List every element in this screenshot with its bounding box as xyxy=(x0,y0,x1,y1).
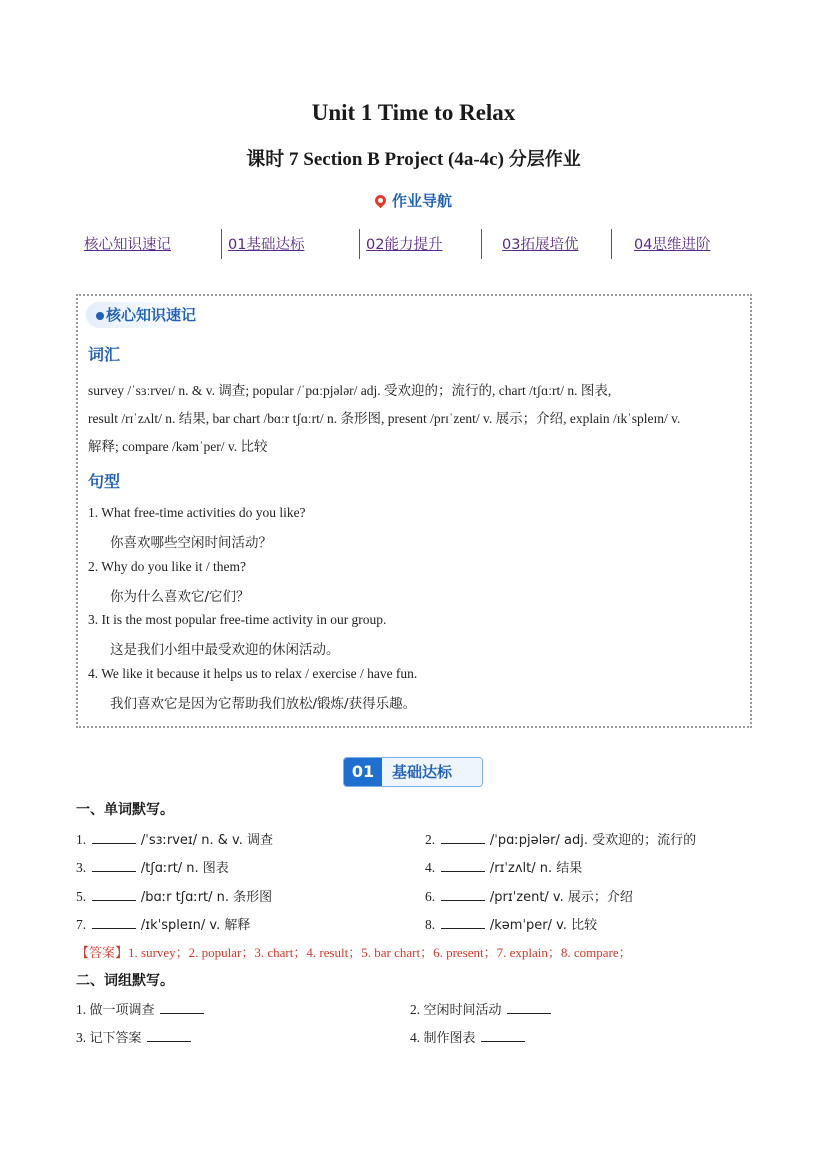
question-text: /ɪkˈspleɪn/ v. 解释 xyxy=(140,918,251,933)
vocab-line: result /rɪˈzʌlt/ n. 结果, bar chart /bɑːr tʃɑːrt/ n. 条形图, present /prɪˈzent/ v. 展示；介绍, explain /ɪkˈspleɪn/ v. xyxy=(88,411,681,426)
question-text: 空闲时间活动 xyxy=(423,1003,502,1018)
word-question xyxy=(76,829,273,848)
vocab-line: survey /ˈsɜːrveɪ/ n. & v. 调查; popular /ˈpɑːpjələr/ adj. 受欢迎的；流行的, chart /tʃɑːrt/ n. 图表, xyxy=(88,383,612,398)
subtitle-lesson: 课时 7 Section B Project (4a-4c) xyxy=(246,149,504,170)
question-text: /rɪˈzʌlt/ n. 结果 xyxy=(489,861,583,876)
question-number: 2. xyxy=(410,1002,421,1017)
question-number: 6. xyxy=(425,889,436,904)
badge-dot-icon xyxy=(96,312,104,320)
answer-blank[interactable] xyxy=(441,859,485,872)
section-label: 基础达标 xyxy=(392,763,453,781)
word-question xyxy=(76,914,250,933)
question-number: 1. xyxy=(76,832,87,847)
phrase-question xyxy=(410,1027,527,1046)
page-subtitle xyxy=(0,144,827,171)
question-number: 3. xyxy=(76,860,87,875)
part1-heading: 一、单词默写。 xyxy=(76,802,174,818)
question-text: /prɪˈzent/ v. 展示；介绍 xyxy=(489,890,633,905)
answer-key xyxy=(76,942,632,961)
nav-divider xyxy=(481,229,482,259)
subtitle-type: 分层作业 xyxy=(508,149,581,170)
sentence-en: 4. We like it because it helps us to relax / exercise / have fun. xyxy=(88,666,418,681)
word-question xyxy=(425,914,597,933)
question-text: /kəmˈper/ v. 比较 xyxy=(489,918,598,933)
answer-blank[interactable] xyxy=(441,916,485,929)
sentence-heading: 句型 xyxy=(88,472,121,491)
answer-blank[interactable] xyxy=(481,1029,525,1042)
answer-tag: 【答案】 xyxy=(76,946,129,961)
answer-text: 1. survey；2. popular；3. chart；4. result；5. bar chart；6. present；7. explain；8. compare； xyxy=(128,945,632,960)
answer-blank[interactable] xyxy=(160,1001,204,1014)
vocab-line: 解释; compare /kəmˈper/ v. 比较 xyxy=(88,439,268,454)
location-pin-icon xyxy=(373,193,389,209)
section-01-banner xyxy=(343,757,483,787)
phrase-question xyxy=(410,999,553,1018)
answer-blank[interactable] xyxy=(92,888,136,901)
answer-blank[interactable] xyxy=(441,831,485,844)
phrase-question xyxy=(76,999,206,1018)
core-knowledge-badge-label: 核心知识速记 xyxy=(106,306,197,324)
vocab-heading: 词汇 xyxy=(88,345,121,364)
sentence-en: 1. What free-time activities do you like? xyxy=(88,505,306,520)
question-text: /bɑːr tʃɑːrt/ n. 条形图 xyxy=(140,890,273,905)
question-number: 1. xyxy=(76,1002,87,1017)
sentence-cn: 你为什么喜欢它/它们？ xyxy=(110,589,250,605)
sentence-en: 3. It is the most popular free-time activity in our group. xyxy=(88,612,387,627)
question-text: 制作图表 xyxy=(423,1031,476,1046)
homework-nav xyxy=(70,229,760,261)
answer-blank[interactable] xyxy=(92,859,136,872)
nav-divider xyxy=(359,229,360,259)
answer-blank[interactable] xyxy=(507,1001,551,1014)
nav-heading-label: 作业导航 xyxy=(391,192,452,210)
word-question xyxy=(76,886,272,905)
nav-link-04[interactable]: 04思维进阶 xyxy=(634,237,711,253)
nav-link-03[interactable]: 03拓展培优 xyxy=(502,237,579,253)
nav-link-01[interactable]: 01基础达标 xyxy=(228,237,305,253)
word-question xyxy=(425,829,696,848)
question-text: /tʃɑːrt/ n. 图表 xyxy=(140,861,229,876)
question-number: 5. xyxy=(76,889,87,904)
question-number: 2. xyxy=(425,832,436,847)
nav-divider xyxy=(221,229,222,259)
word-question xyxy=(425,857,582,876)
question-text: /ˈpɑːpjələr/ adj. 受欢迎的；流行的 xyxy=(489,833,697,848)
word-question xyxy=(425,886,633,905)
page-title: Unit 1 Time to Relax xyxy=(311,100,516,125)
answer-blank[interactable] xyxy=(92,831,136,844)
nav-link-core[interactable]: 核心知识速记 xyxy=(84,237,171,253)
section-number: 01 xyxy=(344,758,382,786)
part2-heading: 二、词组默写。 xyxy=(76,973,174,989)
question-text: /ˈsɜːrveɪ/ n. & v. 调查 xyxy=(140,833,273,848)
nav-divider xyxy=(611,229,612,259)
sentence-cn: 我们喜欢它是因为它帮助我们放松/锻炼/获得乐趣。 xyxy=(110,696,417,712)
sentence-cn: 你喜欢哪些空闲时间活动？ xyxy=(110,535,272,551)
question-number: 7. xyxy=(76,917,87,932)
question-number: 3. xyxy=(76,1030,87,1045)
nav-heading xyxy=(0,190,827,211)
answer-blank[interactable] xyxy=(147,1029,191,1042)
answer-blank[interactable] xyxy=(441,888,485,901)
core-knowledge-badge xyxy=(86,302,206,328)
word-question xyxy=(76,857,229,876)
answer-blank[interactable] xyxy=(92,916,136,929)
question-text: 记下答案 xyxy=(89,1031,142,1046)
phrase-question xyxy=(76,1027,193,1046)
question-number: 4. xyxy=(425,860,436,875)
question-number: 4. xyxy=(410,1030,421,1045)
question-number: 8. xyxy=(425,917,436,932)
nav-link-02[interactable]: 02能力提升 xyxy=(366,237,443,253)
sentence-en: 2. Why do you like it / them? xyxy=(88,559,246,574)
question-text: 做一项调查 xyxy=(89,1003,155,1018)
sentence-cn: 这是我们小组中最受欢迎的休闲活动。 xyxy=(110,642,340,658)
